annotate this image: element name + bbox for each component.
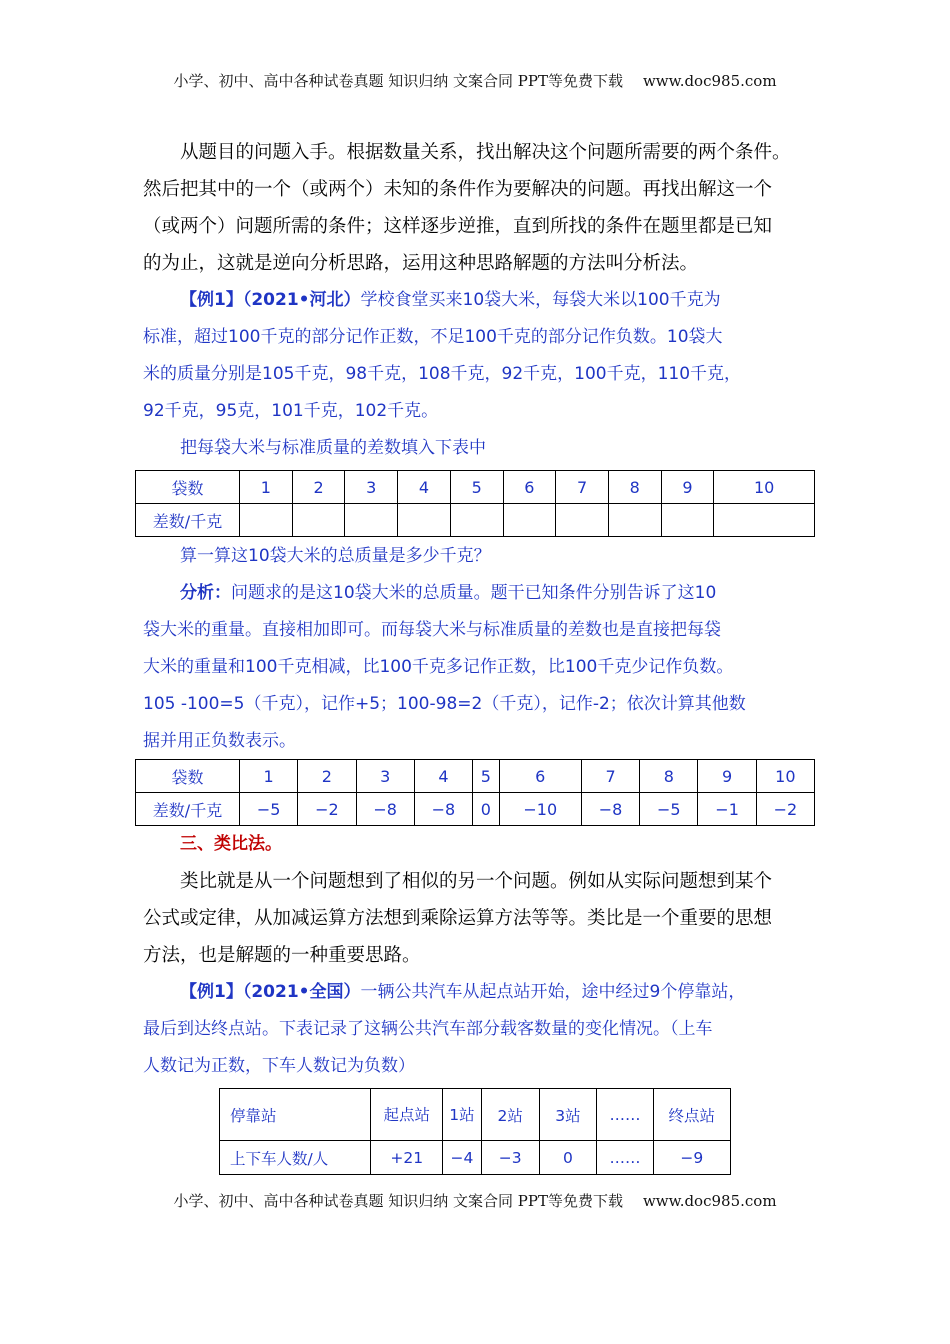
page-header <box>0 70 950 91</box>
table-cell: 9 <box>661 471 714 504</box>
table-cell: 4 <box>414 760 472 793</box>
intro-line-3: （或两个）问题所需的条件；这样逐步逆推，直到所找的条件在题里都是已知 <box>143 216 773 237</box>
intro-line-4: 的为止，这就是逆向分析思路，运用这种思路解题的方法叫分析法。 <box>143 253 699 274</box>
table-cell: 0 <box>473 793 500 826</box>
example1-tag: 【例1】（2021•河北） <box>180 290 361 310</box>
table-cell <box>240 504 293 537</box>
table-cell: −8 <box>581 793 639 826</box>
table-cell: 9 <box>698 760 756 793</box>
table-cell: …… <box>597 1141 653 1175</box>
section-3 <box>143 826 818 1085</box>
table-cell: −1 <box>698 793 756 826</box>
table-row <box>220 1141 731 1175</box>
example1-text-1: 学校食堂买来10袋大米，每袋大米以100千克为 <box>360 290 721 310</box>
table-cell: 袋数 <box>136 471 240 504</box>
table-cell: 5 <box>450 471 503 504</box>
example2-tag: 【例1】（2021•全国） <box>180 982 361 1002</box>
table-cell: 6 <box>503 471 556 504</box>
table-cell: −5 <box>240 793 298 826</box>
table-cell: −2 <box>298 793 356 826</box>
analysis-line-3: 大米的重量和100千克相减，比100千克多记作正数，比100千克少记作负数。 <box>143 657 734 677</box>
table-cell: 起点站 <box>371 1089 443 1141</box>
example1-line-4: 92千克，95克，101千克，102千克。 <box>143 401 439 421</box>
example2-line-2: 最后到达终点站。下表记录了这辆公共汽车部分载客数量的变化情况。（上车 <box>143 1019 713 1039</box>
table-cell: 终点站 <box>653 1089 730 1141</box>
table-cell: −9 <box>653 1141 730 1175</box>
table-cell: 停靠站 <box>220 1089 371 1141</box>
analysis-line-5: 据并用正负数表示。 <box>143 731 296 751</box>
analysis-text-1: 问题求的是这10袋大米的总质量。题干已知条件分别告诉了这10 <box>231 583 717 603</box>
table-cell <box>292 504 345 537</box>
analysis-tag: 分析： <box>180 583 231 603</box>
table-cell: 上下车人数/人 <box>220 1141 371 1175</box>
table-cell: 8 <box>608 471 661 504</box>
table-cell: 差数/千克 <box>136 793 240 826</box>
filled-difference-table <box>135 759 815 826</box>
table-row <box>136 793 815 826</box>
table-cell <box>714 504 815 537</box>
header-text: 小学、初中、高中各种试卷真题 知识归纳 文案合同 PPT等免费下载 <box>173 72 623 90</box>
table-cell: 3站 <box>539 1089 597 1141</box>
table-cell: 7 <box>556 471 609 504</box>
table-cell: −10 <box>499 793 581 826</box>
table-cell: 3 <box>356 760 414 793</box>
table-cell: 4 <box>398 471 451 504</box>
table-row <box>136 471 815 504</box>
example2-line-3: 人数记为正数，下车人数记为负数） <box>143 1056 415 1076</box>
section-3-title: 三、类比法。 <box>180 834 282 854</box>
table-cell: 5 <box>473 760 500 793</box>
section-3-line-2: 公式或定律，从加减运算方法想到乘除运算方法等等。类比是一个重要的思想 <box>143 908 773 929</box>
table-cell: −8 <box>414 793 472 826</box>
analysis-line-4: 105 -100=5（千克），记作+5；100-98=2（千克），记作-2；依次计算其他数 <box>143 694 746 714</box>
analysis-line-1 <box>143 575 818 612</box>
table-row <box>136 504 815 537</box>
table-cell: 1 <box>240 471 293 504</box>
table-cell: 3 <box>345 471 398 504</box>
blank-difference-table <box>135 470 815 537</box>
main-content <box>143 134 818 467</box>
table-cell <box>398 504 451 537</box>
table-cell <box>503 504 556 537</box>
table-cell: +21 <box>371 1141 443 1175</box>
table-cell <box>608 504 661 537</box>
table-cell <box>345 504 398 537</box>
intro-line-1: 从题目的问题入手。根据数量关系，找出解决这个问题所需要的两个条件。 <box>180 142 791 163</box>
table-cell <box>661 504 714 537</box>
table-cell: 2站 <box>481 1089 539 1141</box>
example2-line-1 <box>143 974 818 1011</box>
table-cell: 10 <box>714 471 815 504</box>
example1-line-1 <box>143 282 818 319</box>
header-url: www.doc985.com <box>642 72 777 90</box>
section-3-line-3: 方法，也是解题的一种重要思路。 <box>143 945 421 966</box>
page-footer <box>0 1190 950 1211</box>
analysis-section <box>143 538 818 760</box>
table-cell: 8 <box>640 760 698 793</box>
table-row <box>220 1089 731 1141</box>
table-cell: −4 <box>443 1141 482 1175</box>
intro-line-2: 然后把其中的一个（或两个）未知的条件作为要解决的问题。再找出解这一个 <box>143 179 773 200</box>
footer-text: 小学、初中、高中各种试卷真题 知识归纳 文案合同 PPT等免费下载 <box>173 1192 623 1210</box>
table-cell: 2 <box>292 471 345 504</box>
table-cell <box>450 504 503 537</box>
table-cell: 6 <box>499 760 581 793</box>
table-cell: 10 <box>756 760 814 793</box>
footer-url: www.doc985.com <box>642 1192 777 1210</box>
table-cell: 1站 <box>443 1089 482 1141</box>
table-cell: −8 <box>356 793 414 826</box>
example2-text-1: 一辆公共汽车从起点站开始，途中经过9个停靠站， <box>360 982 746 1002</box>
table-cell <box>556 504 609 537</box>
analysis-line-2: 袋大米的重量。直接相加即可。而每袋大米与标准质量的差数也是直接把每袋 <box>143 620 721 640</box>
example1-question-1: 把每袋大米与标准质量的差数填入下表中 <box>180 438 486 458</box>
table-cell: …… <box>597 1089 653 1141</box>
example1-question-2: 算一算这10袋大米的总质量是多少千克？ <box>180 546 491 566</box>
example1-line-3: 米的质量分别是105千克，98千克，108千克，92千克，100千克，110千克， <box>143 364 742 384</box>
table-row <box>136 760 815 793</box>
table-cell: 2 <box>298 760 356 793</box>
table-cell: 7 <box>581 760 639 793</box>
section-3-line-1: 类比就是从一个问题想到了相似的另一个问题。例如从实际问题想到某个 <box>180 871 773 892</box>
table-cell: −2 <box>756 793 814 826</box>
table-cell: −5 <box>640 793 698 826</box>
table-cell: −3 <box>481 1141 539 1175</box>
table-cell: 1 <box>240 760 298 793</box>
bus-passenger-table <box>219 1088 731 1175</box>
table-cell: 0 <box>539 1141 597 1175</box>
table-cell: 袋数 <box>136 760 240 793</box>
table-cell: 差数/千克 <box>136 504 240 537</box>
example1-line-2: 标准，超过100千克的部分记作正数，不足100千克的部分记作负数。10袋大 <box>143 327 723 347</box>
